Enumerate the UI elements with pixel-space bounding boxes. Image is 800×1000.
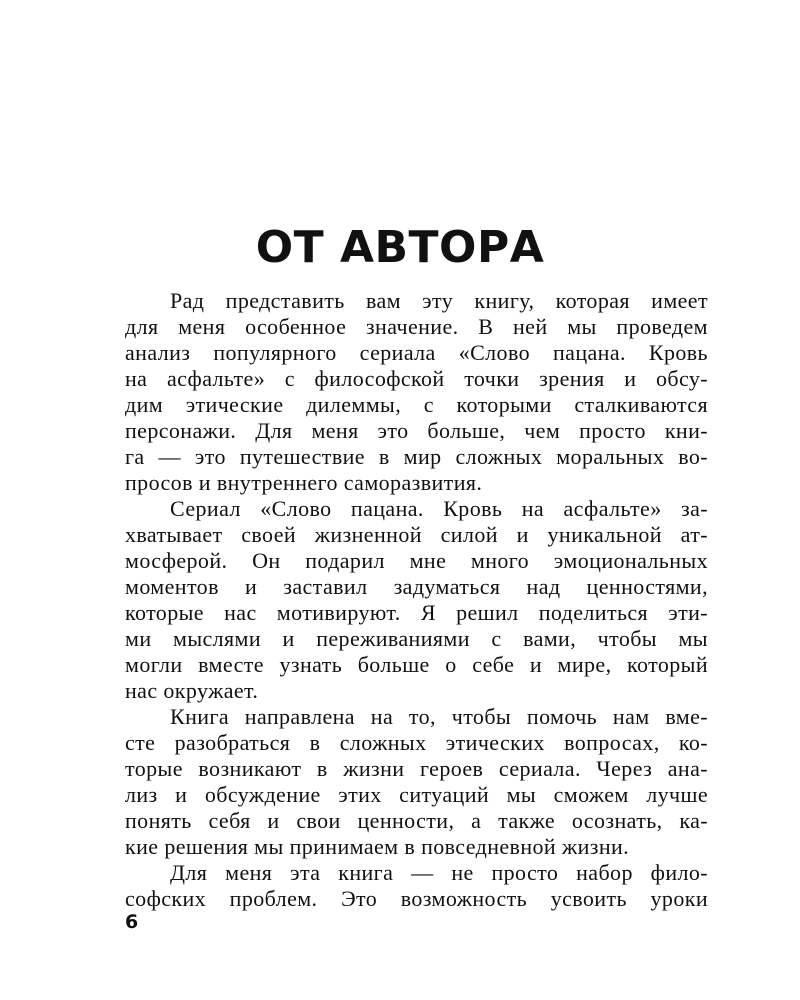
text-line: мосферой. Он подарил мне много эмоциональных bbox=[125, 548, 708, 573]
text-line: Сериал «Слово пацана. Кровь на асфальте» за- bbox=[170, 496, 708, 521]
text-line: анализ популярного сериала «Слово пацана. Кровь bbox=[125, 340, 708, 365]
text-line: на асфальте» с философской точки зрения и обсу- bbox=[125, 366, 708, 391]
text-line: Для меня эта книга — не просто набор фило- bbox=[170, 860, 708, 885]
paragraph-1 bbox=[125, 288, 708, 496]
paragraph-4 bbox=[125, 860, 708, 912]
text-line: моментов и заставил задуматься над ценностями, bbox=[125, 574, 708, 599]
text-line: понять себя и свои ценности, а также осознать, ка- bbox=[125, 808, 708, 833]
text-line: сте разобраться в сложных этических вопросах, ко- bbox=[125, 730, 708, 755]
text-line: Рад представить вам эту книгу, которая имеет bbox=[170, 288, 708, 313]
text-line: хватывает своей жизненной силой и уникальной ат- bbox=[125, 522, 708, 547]
paragraph-2 bbox=[125, 496, 708, 704]
text-line: лиз и обсуждение этих ситуаций мы сможем лучше bbox=[125, 782, 708, 807]
body-text bbox=[125, 288, 708, 912]
text-line: просов и внутреннего саморазвития. bbox=[125, 470, 483, 495]
page-number: 6 bbox=[125, 911, 139, 933]
text-line: которые нас мотивируют. Я решил поделиться эти- bbox=[125, 600, 708, 625]
text-line: торые возникают в жизни героев сериала. Через ана- bbox=[125, 756, 708, 781]
text-line: софских проблем. Это возможность усвоить уроки bbox=[125, 886, 708, 911]
text-line: могли вместе узнать больше о себе и мире, который bbox=[125, 652, 708, 677]
chapter-title: ОТ АВТОРА bbox=[255, 222, 545, 273]
paragraph-3 bbox=[125, 704, 708, 860]
text-line: ми мыслями и переживаниями с вами, чтобы мы bbox=[125, 626, 708, 651]
text-line: Книга направлена на то, чтобы помочь нам вме- bbox=[170, 704, 708, 729]
text-line: для меня особенное значение. В ней мы проведем bbox=[125, 314, 708, 339]
text-line: га — это путешествие в мир сложных моральных во- bbox=[125, 444, 708, 469]
text-line: кие решения мы принимаем в повседневной жизни. bbox=[125, 834, 630, 859]
text-line: персонажи. Для меня это больше, чем просто кни- bbox=[125, 418, 708, 443]
text-line: нас окружает. bbox=[125, 678, 259, 703]
text-line: дим этические дилеммы, с которыми сталкиваются bbox=[125, 392, 708, 417]
